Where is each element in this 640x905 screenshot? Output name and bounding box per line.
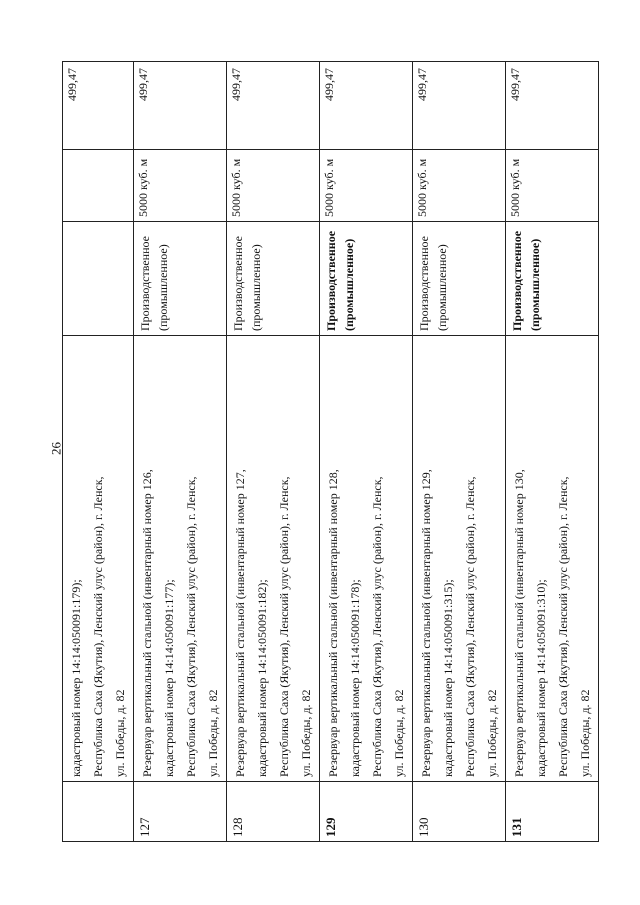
description-cell: [506, 336, 599, 782]
description-line: Республика Саха (Якутия), Ленский улус (район), г. Ленск,: [91, 476, 105, 777]
property-table: [62, 61, 599, 842]
volume-cell: 5000 куб. м: [506, 150, 599, 222]
rotated-table-container: [62, 62, 592, 842]
page-number: 26: [48, 442, 64, 455]
table-row: [320, 62, 413, 842]
description-cell: [413, 336, 506, 782]
table-row-continuation: [63, 62, 134, 842]
description-line: ул. Победы, д. 82: [206, 689, 220, 777]
description-line: Резервуар вертикальный стальной (инвентарный номер 126,: [140, 469, 154, 777]
description-line: Резервуар вертикальный стальной (инвентарный номер 130,: [512, 469, 526, 777]
description-line: ул. Победы, д. 82: [113, 689, 127, 777]
table-row: [134, 62, 227, 842]
area-cell: 499,47: [63, 62, 134, 150]
table-row: [413, 62, 506, 842]
row-number-cell: 131: [506, 782, 599, 842]
description-line: Республика Саха (Якутия), Ленский улус (район), г. Ленск,: [277, 476, 291, 777]
description-line: Резервуар вертикальный стальной (инвентарный номер 128,: [326, 469, 340, 777]
volume-cell: 5000 куб. м: [320, 150, 413, 222]
description-line: Республика Саха (Якутия), Ленский улус (район), г. Ленск,: [370, 476, 384, 777]
purpose-cell: Производственное (промышленное): [413, 222, 506, 336]
description-line: кадастровый номер 14:14:050091:315);: [441, 579, 455, 777]
description-cell: [320, 336, 413, 782]
area-cell: 499,47: [320, 62, 413, 150]
volume-cell: 5000 куб. м: [134, 150, 227, 222]
description-line: Республика Саха (Якутия), Ленский улус (район), г. Ленск,: [184, 476, 198, 777]
row-number-cell: 130: [413, 782, 506, 842]
description-line: Резервуар вертикальный стальной (инвентарный номер 127,: [233, 469, 247, 777]
description-line: Республика Саха (Якутия), Ленский улус (район), г. Ленск,: [463, 476, 477, 777]
row-number-cell: 128: [227, 782, 320, 842]
area-cell: 499,47: [506, 62, 599, 150]
description-line: ул. Победы, д. 82: [485, 689, 499, 777]
description-line: кадастровый номер 14:14:050091:179);: [69, 579, 83, 777]
description-line: кадастровый номер 14:14:050091:177);: [162, 579, 176, 777]
description-line: кадастровый номер 14:14:050091:310);: [534, 579, 548, 777]
purpose-cell: Производственное (промышленное): [227, 222, 320, 336]
area-cell: 499,47: [413, 62, 506, 150]
volume-cell: 5000 куб. м: [413, 150, 506, 222]
description-cell: [63, 336, 134, 782]
volume-cell: 5000 куб. м: [227, 150, 320, 222]
row-number-cell: 129: [320, 782, 413, 842]
row-number-cell: [63, 782, 134, 842]
purpose-cell: Производственное (промышленное): [506, 222, 599, 336]
description-line: кадастровый номер 14:14:050091:182);: [255, 579, 269, 777]
purpose-cell: Производственное (промышленное): [134, 222, 227, 336]
description-cell: [227, 336, 320, 782]
description-line: ул. Победы, д. 82: [578, 689, 592, 777]
table-row: [227, 62, 320, 842]
description-line: кадастровый номер 14:14:050091:178);: [348, 579, 362, 777]
purpose-cell: Производственное (промышленное): [320, 222, 413, 336]
table-row: [506, 62, 599, 842]
volume-cell: [63, 150, 134, 222]
description-line: Республика Саха (Якутия), Ленский улус (район), г. Ленск,: [556, 476, 570, 777]
description-line: Резервуар вертикальный стальной (инвентарный номер 129,: [419, 469, 433, 777]
area-cell: 499,47: [134, 62, 227, 150]
area-cell: 499,47: [227, 62, 320, 150]
description-cell: [134, 336, 227, 782]
description-line: ул. Победы, д. 82: [392, 689, 406, 777]
purpose-cell: [63, 222, 134, 336]
row-number-cell: 127: [134, 782, 227, 842]
description-line: ул. Победы, д. 82: [299, 689, 313, 777]
